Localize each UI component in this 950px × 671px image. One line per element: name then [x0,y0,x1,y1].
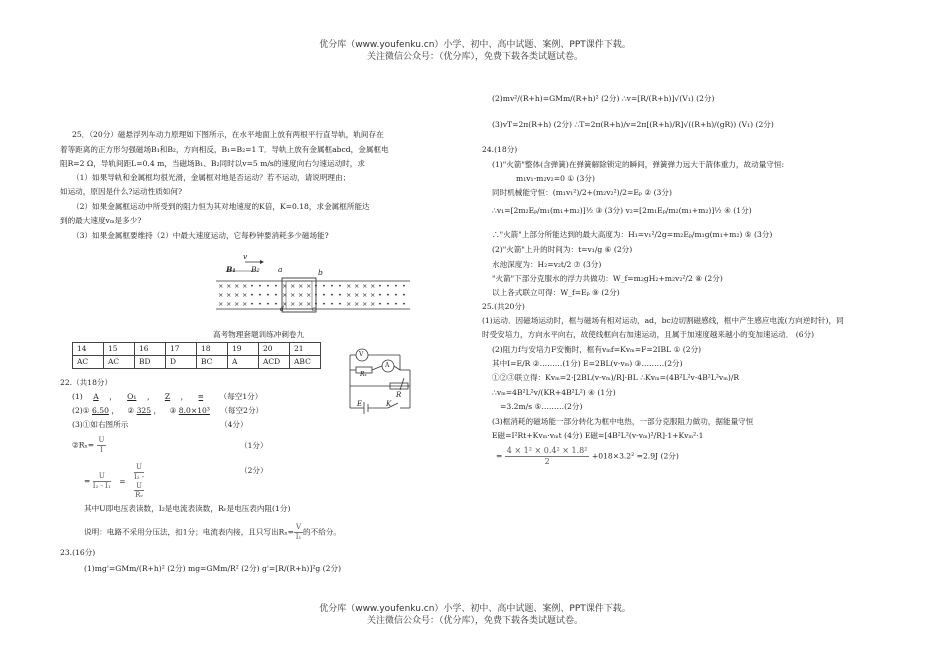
fig-label-a: a [278,265,283,274]
field-symbol: × [354,282,360,290]
q22-1-answer-d: ═ [198,392,204,401]
field-symbol: × [226,291,232,299]
field-symbol: × [234,282,240,290]
circuit-label-rx: Rₓ [360,371,367,378]
field-symbol: • [402,300,406,308]
q24-line9: 以上各式联立可得：W_f=Eₚ ⑨ (2分) [492,288,620,297]
rx-numerator: U [98,436,105,444]
field-symbol: • [378,291,382,299]
watermark-header-line2: 关注微信公众号：（优分库），免费下载各类试题试卷。 [366,52,583,62]
field-symbol: × [282,282,288,290]
rx2-inner-den: Rᵥ [135,491,144,500]
field-symbol: • [250,300,254,308]
field-symbol: × [290,300,296,308]
circuit-label-a: A [385,362,390,369]
sep: ， [180,392,189,401]
field-symbol: × [370,282,376,290]
field-symbol: × [234,300,240,308]
q22-note1: 其中U即电压表读数，I₂是电流表读数，Rᵥ是电压表内阻(1分) [84,504,291,513]
field-symbol: × [298,282,304,290]
q22-part3-score: （4分） [220,420,248,429]
note2-den: I₁ [295,532,302,541]
rx-label: ②Rₓ= [72,440,95,450]
table-cell: ABC [290,356,321,369]
q25-answer-line2: 时受安培力，方向水平向右，故使线框向右加速运动，且属于加速度越来越小的变加速运动． (6分) [482,330,815,339]
q22-2-label-3: ③ [169,406,177,415]
field-symbol: × [282,291,288,299]
field-symbol: × [362,282,368,290]
q24-line5: ∴"火箭"上部分所能达到的最大高度为：H₁=v₁²/2g=m₂Eₚ/m₁g(m₁+m₂) ⑤ (3分) [492,230,773,239]
field-symbol: × [346,291,352,299]
field-symbol: × [346,282,352,290]
table-cell: 19 [228,343,259,356]
q22-2-answer-2: 325 [136,406,152,415]
q25-line4: （1）如果导轨和金属框均很光滑，金属框对地是否运动？若不运动，请说明理由； [72,173,351,182]
field-symbol: • [250,282,254,290]
rx-score: （1分） [240,441,268,450]
q25-answer-line3: (2)阻力f与安培力F安衡时，框有vₘf=Kvₘ=F=2IBL ① (2分) [492,345,702,354]
field-symbol: × [226,282,232,290]
rx-fraction [97,436,107,455]
field-symbol: × [290,282,296,290]
field-symbol: • [330,282,334,290]
q24-line8: "火箭"下部分克服水的浮力共做功：W_f=m₂gH₂+m₂v₂²/2 ⑧ (2分) [492,274,723,283]
table-cell: D [166,356,197,369]
q25-answer-line10 [496,446,679,467]
energy-numerator: 4 × 1² × 0.4² × 1.8² [506,446,588,455]
q22-2-score: （每空2分） [220,406,264,415]
q22-title: 22.（共18分） [60,378,113,387]
q22-part1 [72,392,262,401]
note2-fraction [294,523,303,542]
rx2-numerator-2: U [134,463,144,473]
eq: = [84,476,91,486]
table-cell: 15 [104,343,135,356]
q22-1-answer-c: Z [164,392,171,401]
table-cell: 14 [73,343,104,356]
q23-title: 23.(16分) [60,548,96,557]
q25-answer-title: 25.(共20分) [482,302,525,311]
field-symbol: × [282,300,288,308]
sep: ， [109,392,117,401]
field-symbol: • [274,282,278,290]
table-cell: BD [135,356,166,369]
watermark-footer-line2: 关注微信公众号：（优分库），免费下载各类试题试卷。 [366,616,583,626]
fig-label-c: c [312,306,316,313]
field-symbol: × [298,300,304,308]
circuit-label-k: K [386,400,392,408]
field-symbol: • [338,300,342,308]
table-cell: 16 [135,343,166,356]
field-symbol: • [402,282,406,290]
q22-1-label: (1) [72,392,83,401]
rx2-score: （2分） [240,466,268,475]
exam-caption: 高考物理套题训练冲刺卷九 [213,330,305,339]
rx2-denominator: I₂ - I₁ [92,482,111,490]
field-symbol: × [362,291,368,299]
sep: ， [153,406,162,415]
field-symbol: • [386,300,390,308]
q25-answer-line4: 其中I=E/R ②………(1分) E=2BL(v-vₘ) ③………(2分) [492,359,683,368]
q24-line6: (2)"火箭"上升的时间为：t=v₁/g ⑥ (2分) [492,245,633,254]
rx-formula-2 [84,463,144,500]
circuit-diagram [340,346,445,420]
q25-line5: 如运动，原因是什么?运动性质如何? [60,187,183,196]
q25-line6: （2）如果金属框运动中所受到的阻力恒为其对地速度的K倍，K=0.18，求金属框所能达 [72,202,370,211]
table-cell: AC [104,356,135,369]
fig-label-v: v [243,252,248,261]
field-symbol: × [226,300,232,308]
fig-label-b1: B₁ [226,265,236,274]
field-symbol: × [306,291,312,299]
answer-table-header-row [73,343,321,356]
q25-answer-line7: =3.2m/s ⑤………(2分) [500,402,583,411]
field-symbol: × [242,282,248,290]
q24-title: 24.(18分) [482,145,518,154]
field-symbol: × [354,300,360,308]
answer-table [72,342,321,369]
q22-note2 [84,523,341,542]
field-symbol: • [250,291,254,299]
q25-line8: （3）如果金属框要维持（2）中最大速度运动，它每秒钟要消耗多少磁场能? [72,231,329,240]
rx2-fraction-2 [134,463,144,500]
q24-line1: (1)"火箭"整体(含弹簧)在弹簧解除锁定的瞬间，弹簧弹力远大于箭体重力，故动量守恒: [492,160,785,169]
field-symbol: × [346,300,352,308]
field-symbol: • [322,282,326,290]
fig-label-b: b [318,268,323,277]
rx2-numerator: U [93,472,111,482]
table-cell: BC [197,356,228,369]
field-symbol: × [298,291,304,299]
field-symbol: • [258,300,262,308]
q22-2-label-2: ② [127,406,135,415]
q25-answer-line5: ①②③联立得：Kvₘ=2·[2BL(v-vₘ)/R]·BL ∴Kvₘ=(4B²L²v-4B²L²vₘ)/R [492,373,740,382]
field-symbol: • [386,282,390,290]
field-symbol: • [394,300,398,308]
maglev-field-figure [200,250,420,320]
rx2-den-a: I₂ - [133,472,145,481]
watermark-header-line1: 优分库（www.youfenku.cn）小学、初中、高中试题、案例、PPT课件下载。 [319,40,631,50]
sep: ， [111,406,119,415]
field-symbol: • [394,291,398,299]
rx2-inner-fraction [134,482,144,501]
q22-1-answer-b: O₁ [127,392,137,401]
q22-part3: (3)①如右图所示 [72,420,129,429]
q23-part2: (2)mv²/(R+h)=GMm/(R+h)² (2分) ∴v=[R/(R+h)]√(V₁) (2分) [492,94,715,103]
energy-fraction [505,446,590,467]
field-symbol: • [330,300,334,308]
q22-2-answer-3: 8.0×10³ [178,406,210,415]
field-symbol: • [378,300,382,308]
field-symbol: • [314,282,318,290]
q23-part3: (3)vT=2π(R+h) (2分) ∴T=2π(R+h)/v=2π[(R+h)/R]√((R+h)/(gR)) (V₁) (2分) [492,120,774,129]
q22-1-answer-a: A [93,392,99,401]
table-cell: 17 [166,343,197,356]
circuit-label-v: V [359,351,364,358]
q23-part1: (1)mg'=GMm/(R+h)² (2分) mg=GMm/R² (2分) g'=[R/(R+h)]²g (2分) [84,564,342,573]
field-symbol: • [258,282,262,290]
field-symbol: • [274,300,278,308]
q25-answer-line9: E磁=I²Rt+Kvₘ·vₘt (4分) E磁=[4B²L²(v-vₘ)²/R]·1+Kvₘ²·1 [492,431,704,440]
circuit-label-r: R [396,391,402,399]
field-symbol: • [266,282,270,290]
field-symbol: × [290,291,296,299]
note2-text-2: 的不给分。 [303,527,342,537]
rx-formula [72,436,106,455]
q24-line7: 水池深度为：H₂=v₂t/2 ⑦ (3分) [492,260,602,269]
field-symbol: • [338,282,342,290]
field-symbol: • [266,300,270,308]
field-symbol: × [370,291,376,299]
fig-label-b2: B₂ [251,265,260,274]
field-symbol: × [306,300,312,308]
field-symbol: × [362,300,368,308]
q24-line3: 同时机械能守恒：(m₁v₁²)/2+(m₂v₂²)/2=Eₚ ② (3分) [492,188,672,197]
field-symbol: • [378,282,382,290]
table-cell: 21 [290,343,321,356]
field-symbol: × [370,300,376,308]
q24-line4: ∴v₁=[2m₂Eₚ/m₁(m₁+m₂)]½ ③ (3分) v₂=[2m₁Eₚ/m₂(m₁+m₂)]½ ④ (1分) [492,206,752,215]
field-symbol: × [218,282,224,290]
field-symbol: × [242,291,248,299]
field-symbol: • [314,300,318,308]
field-symbol: × [218,300,224,308]
q25-answer-line1: (1)运动．因磁场运动时，框与磁场有相对运动，ad，bc边切割磁感线，框中产生感应电流(方向逆时针)，同 [482,316,844,325]
answer-table-answer-row [73,356,321,369]
table-cell: 18 [197,343,228,356]
table-cell: AC [73,356,104,369]
note2-num: V [295,523,302,531]
field-symbol: × [234,291,240,299]
field-symbol: × [242,300,248,308]
field-symbol: × [354,291,360,299]
eq: = [119,476,126,486]
field-symbol: • [322,300,326,308]
field-symbol: • [322,291,326,299]
rx2-denominator-2 [134,473,144,500]
rx2-fraction-1 [93,472,111,491]
q22-part2 [72,406,263,415]
field-symbol: • [274,291,278,299]
eq: = [496,451,503,461]
field-symbol: • [266,291,270,299]
fig-label-d: d [280,306,284,313]
q25-answer-line6: ∴vₘ=4B²L²v/(KR+4B²L²) ④ (1分) [492,388,616,397]
field-symbol: • [338,291,342,299]
field-symbol: × [306,282,312,290]
field-symbol: • [330,291,334,299]
energy-result: +018×3.2² =2.9J (2分) [591,451,679,461]
q25-line7: 到的最大速度vₘ是多少? [60,216,142,225]
watermark-footer-line1: 优分库（www.youfenku.cn）小学、初中、高中试题、案例、PPT课件下载。 [319,604,631,614]
circuit-label-e: E [357,400,363,408]
q22-2-label: (2)① [72,406,90,415]
q25-answer-line8: (3)框消耗的磁场能一部分转化为框中电热，一部分克服阻力做功，据能量守恒 [492,417,754,426]
sep: ， [146,392,155,401]
table-cell: A [228,356,259,369]
field-symbol: • [314,291,318,299]
q25-line1: 25．（20分）磁悬浮列车动力原理如下图所示，在水平地面上放有两根平行直导轨，轨间存在 [72,130,384,139]
q25-line3: 阻R=2 Ω，导轨间距L=0.4 m，当磁场B₁、B₂同时以v=5 m/s的速度向右匀速运动时，求 [60,159,365,168]
rx2-inner-num: U [134,482,144,492]
q22-1-score: （每空1分） [219,392,263,401]
q25-line2: 着等距离的正方形匀强磁场B₁和B₂，方向相反，B₁=B₂=1 T．导轨上放有金属框abcd，金属框电 [60,145,389,154]
field-symbol: × [218,291,224,299]
field-symbol: • [386,291,390,299]
field-symbol: • [394,282,398,290]
table-cell: 20 [259,343,290,356]
q22-2-answer-1: 6.50 [92,406,109,415]
rx-denominator: I [100,445,103,454]
q24-line2: m₁v₁-m₂v₂=0 ① (3分) [516,174,595,183]
field-symbol: • [258,291,262,299]
note2-text: 说明：电路不采用分压法，扣1分；电流表内接，且只写出Rₓ= [84,527,294,537]
energy-denominator: 2 [544,457,550,466]
field-symbol: • [402,291,406,299]
table-cell: ACD [259,356,290,369]
